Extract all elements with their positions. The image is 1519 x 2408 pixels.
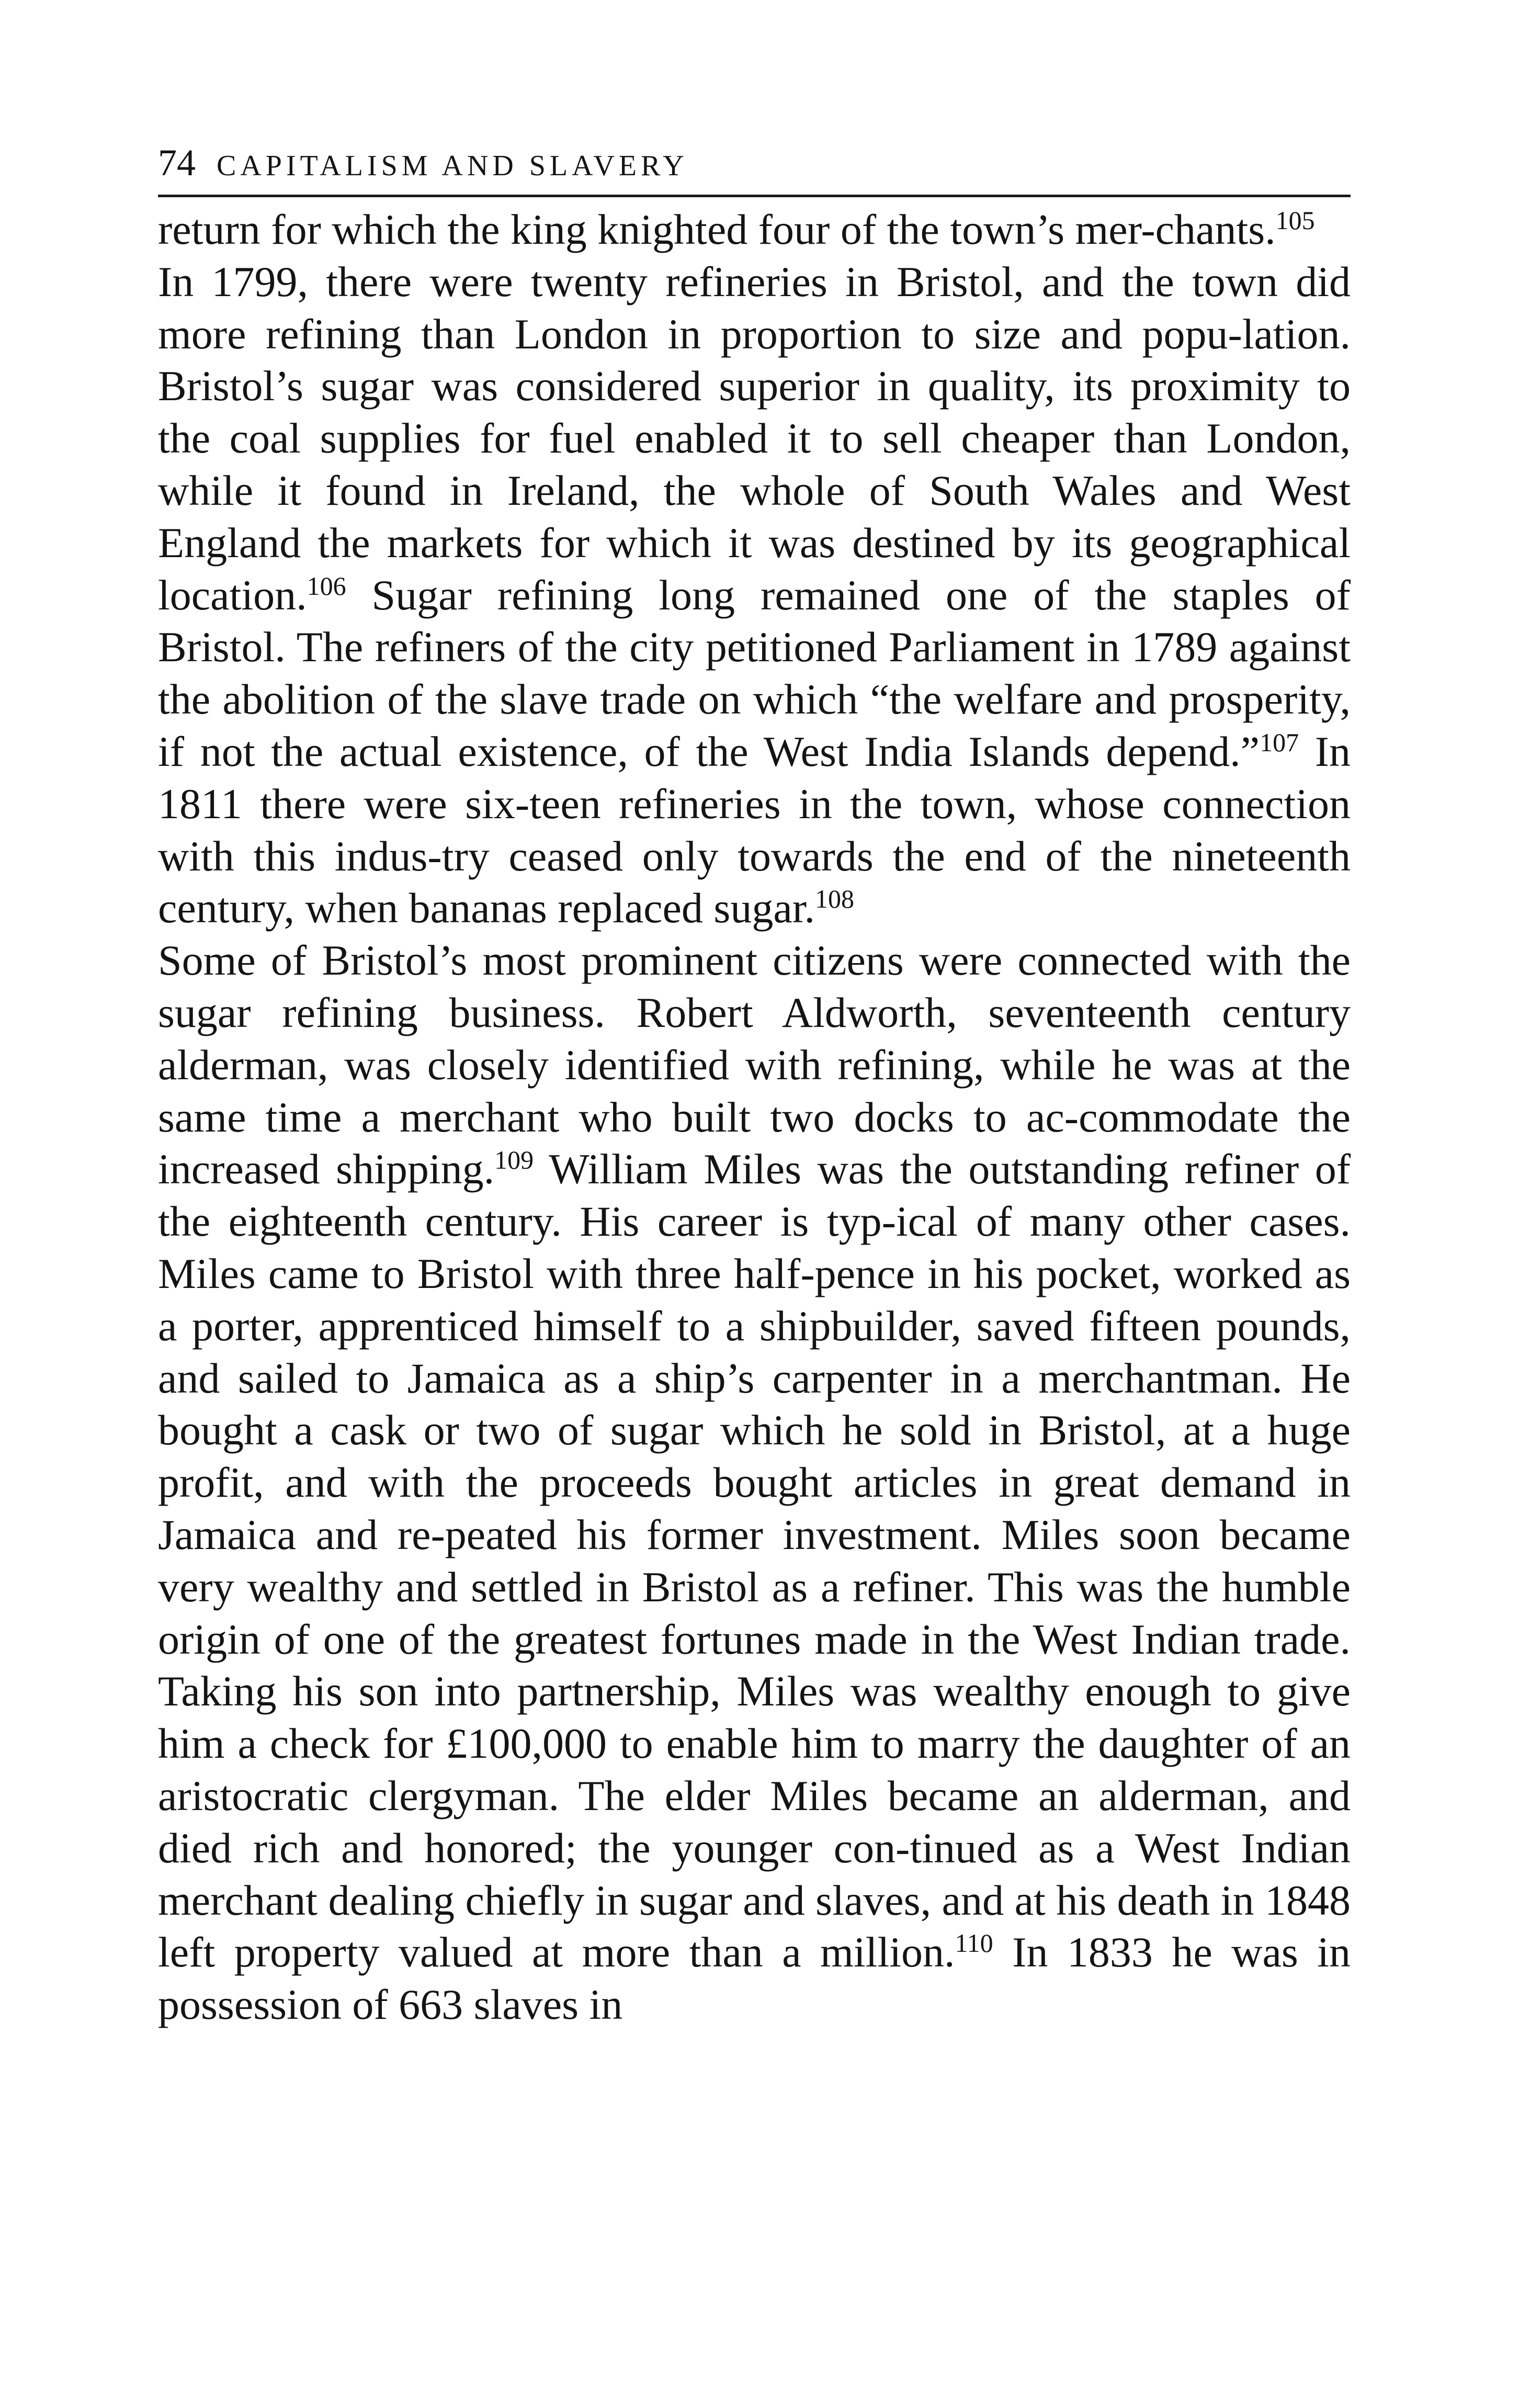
- footnote-ref-110[interactable]: 110: [955, 1928, 993, 1958]
- footnote-ref-107[interactable]: 107: [1260, 727, 1299, 757]
- running-title: CAPITALISM AND SLAVERY: [217, 150, 688, 182]
- text-segment: William Miles was the outstanding refiner of the eighteenth century. His career is typ-ical of many other cases. Miles came to Bristol with three half-pence in his pocket, worked as a porter, apprenticed himself to a shipbuilder, saved fifteen pounds, and sailed to Jamaica as a ship’s carpenter in a merchantman. He bought a cask or two of sugar which he sold in Bristol, at a huge profit, and with the proceeds bought articles in great demand in Jamaica and re-peated his former investment. Miles soon became very wealthy and settled in Bristol as a refiner. This was the humble origin of one of the greatest fortunes made in the West Indian trade. Taking his son into partnership, Miles was wealthy enough to give him a check for £100,000 to enable him to marry the daughter of an aristocratic clergyman. The elder Miles became an alderman, and died rich and honored; the younger con-tinued as a West Indian merchant dealing chiefly in sugar and slaves, and at his death in 1848 left property valued at more than a million.: [158, 1145, 1351, 1976]
- running-head: [158, 142, 1351, 183]
- text-segment: In 1833 he was in possession of 663 slaves in: [158, 1928, 1351, 2029]
- footnote-ref-106[interactable]: 106: [307, 571, 346, 601]
- text-segment: In 1811 there were six-teen refineries in the town, whose connection with this indus-try ceased only towards the end of the nineteenth century, when bananas replaced sugar.: [158, 727, 1351, 932]
- footnote-ref-108[interactable]: 108: [815, 884, 855, 914]
- book-page: [158, 142, 1351, 2031]
- paragraph-2: [158, 256, 1351, 934]
- text-segment: return for which the king knighted four of the town’s mer-chants.: [158, 206, 1276, 253]
- text-segment: In 1799, there were twenty refineries in Bristol, and the town did more refining than London in proportion to size and popu-lation. Bristol’s sugar was considered superior in quality, its proximity to the coal supplies for fuel enabled it to sell cheaper than London, while it found in Ireland, the whole of South Wales and West England the markets for which it was destined by its geographical location.: [158, 257, 1351, 619]
- footnote-ref-105[interactable]: 105: [1275, 206, 1315, 235]
- body-text: [158, 204, 1351, 2031]
- header-rule: [158, 195, 1351, 197]
- text-segment: Sugar refining long remained one of the staples of Bristol. The refiners of the city petitioned Parliament in 1789 against the abolition of the slave trade on which “the welfare and prosperity, if not the actual existence, of the West India Islands depend.”: [158, 571, 1351, 775]
- paragraph-1: [158, 204, 1351, 256]
- paragraph-3: [158, 934, 1351, 2031]
- text-segment: Some of Bristol’s most prominent citizens were connected with the sugar refining business. Robert Aldworth, seventeenth century alderman, was closely identified with refining, while he was at the same time a merchant who built two docks to ac-commodate the increased shipping.: [158, 936, 1351, 1193]
- footnote-ref-109[interactable]: 109: [494, 1145, 534, 1175]
- page-number: 74: [158, 142, 196, 184]
